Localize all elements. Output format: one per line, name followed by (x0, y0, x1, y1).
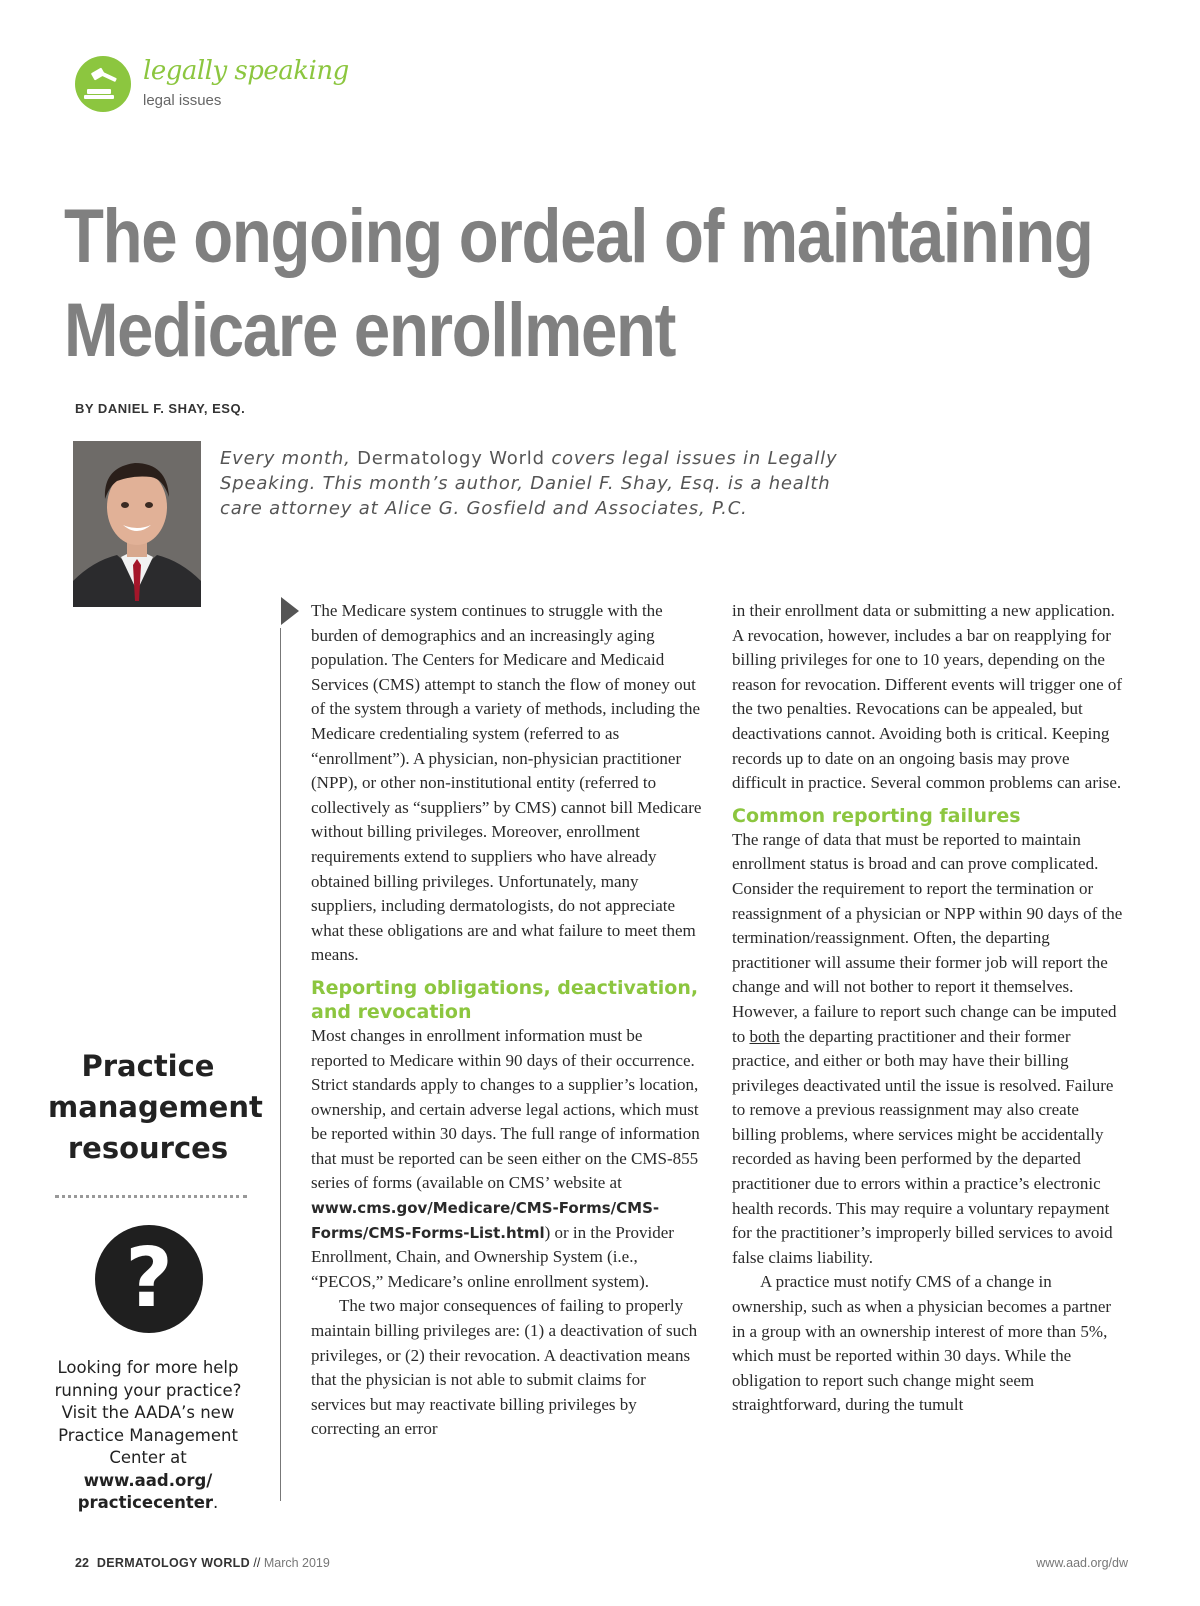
sidebar-text (48, 1357, 248, 1515)
paragraph-text: the departing practitioner and their former practice, and either or both may have their billing privileges deactivated until the issue is resolved. Failure to remove a previous reassignment may also create billing problems, where services might be accidentally recorded as having been performed by the departed practitioner due to errors within a practice’s electronic health records. This may require a voluntary repayment for the practitioner’s improperly billed services to avoid false claims liability. (732, 1026, 1114, 1267)
article-headline (64, 190, 1093, 378)
body-column-1 (311, 599, 703, 1442)
question-mark-icon (95, 1225, 203, 1333)
practice-center-link[interactable]: www.aad.org/ practicecenter (77, 1470, 214, 1512)
paragraph: The Medicare system continues to struggle with the burden of demographics and an increasingly aging population. The Centers for Medicare and Medicaid Services (CMS) attempt to stanch the flow of money out of the system through a variety of methods, including the Medicare credentialing system (referred to as “enrollment”). A physician, non-physician practitioner (NPP), or other non-institutional entity (referred to collectively as “suppliers” by CMS) cannot bill Medicare without billing privileges. Moreover, enrollment requirements extend to suppliers who have already obtained billing privileges. Unfortunately, many suppliers, including dermatologists, do not appreciate what these obligations are and what failure to meet them means. (311, 601, 702, 965)
paragraph (732, 828, 1127, 1271)
section-title: legally speaking (143, 56, 349, 86)
headline-line-1: The ongoing ordeal of maintaining (64, 194, 1093, 279)
footer-separator: // (249, 1556, 264, 1570)
paragraph-text: Most changes in enrollment information must be reported to Medicare within 90 days of their occurrence. Strict standards apply to changes to a supplier’s location, ownership, and certain adverse legal actions, which must be reported within 30 days. The full range of information that must be reported can be seen either on the CMS-855 series of forms (available on CMS’ website at (311, 1025, 700, 1193)
sidebar-end: . (213, 1493, 219, 1512)
magazine-name: DERMATOLOGY WORLD (96, 1556, 250, 1570)
sidebar-title-line-2: management (48, 1090, 263, 1124)
paragraph-text: ) or in the Provider Enrollment, Chain, and Ownership System (i.e., “PECOS,” Medicare’s online enrollment system). (311, 1222, 674, 1291)
dotted-divider (55, 1195, 247, 1198)
intro-publication: Dermatology World (357, 448, 545, 469)
paragraph (311, 1024, 703, 1295)
gavel-icon (75, 56, 131, 112)
column-divider (280, 628, 281, 1501)
sidebar-title-line-1: Practice (81, 1049, 215, 1083)
sidebar-title-line-3: resources (67, 1131, 229, 1165)
issue-date: March 2019 (263, 1556, 330, 1570)
page-number: 22 (75, 1556, 89, 1570)
sidebar-title (48, 1046, 263, 1169)
author-photo (73, 441, 201, 607)
subheading: Reporting obligations, deactivation, and revocation (311, 976, 699, 1023)
sidebar-body: Looking for more help running your practice? Visit the AADA’s new Practice Management Center at (54, 1358, 242, 1467)
headline-line-2: Medicare enrollment (64, 288, 676, 373)
paragraph-text: The range of data that must be reported to maintain enrollment status is broad and can prove complicated. Consider the requirement to report the termination or reassignment of a physician or NPP within 90 days of the termination/reassignment. Often, the departing practitioner will assume their former job will report the change and will not bother to report it themselves. However, a failure to report such change can be imputed to (732, 829, 1123, 1046)
question-mark-glyph: ? (125, 1231, 173, 1326)
body-column-2 (732, 599, 1127, 1418)
footer-left (75, 1556, 330, 1570)
article-start-marker (281, 597, 299, 625)
byline: BY DANIEL F. SHAY, ESQ. (75, 401, 246, 416)
paragraph: A practice must notify CMS of a change in ownership, such as when a physician becomes a partner in a group with an ownership interest of more than 5%, which must be reported within 30 days. While the obligation to report such change might seem straightforward, during the tumult (732, 1272, 1112, 1415)
paragraph: The two major consequences of failing to properly maintain billing privileges are: (1) a deactivation of such privileges, or (2) their revocation. A deactivation means that the physician is not able to submit claims for services but may reactivate billing privileges by correcting an error (311, 1296, 698, 1439)
section-subtitle: legal issues (143, 92, 222, 109)
paragraph: in their enrollment data or submitting a new application. A revocation, however, includes a bar on reapplying for billing privileges for one to 10 years, depending on the reason for revocation. Different events will trigger one of the two penalties. Revocations can be appealed, but deactivations cannot. Avoiding both is critical. Keeping records up to date on an ongoing basis may prove difficult in practice. Several common problems can arise. (732, 601, 1123, 793)
subheading: Common reporting failures (732, 804, 1021, 827)
cms-forms-link[interactable]: www.cms.gov/Medicare/CMS-Forms/CMS-Forms/CMS-Forms-List.html (311, 1199, 660, 1242)
intro-part-1: Every month, (220, 448, 358, 469)
emphasis-both: both (749, 1026, 780, 1046)
footer-url[interactable]: www.aad.org/dw (1036, 1556, 1128, 1570)
intro-part-2: covers legal issues in Legally Speaking. This month’s author, Daniel F. Shay, Esq. is a health care attorney at Alice G. Gosfield and Associates, P.C. (220, 448, 838, 519)
author-intro (220, 446, 840, 521)
